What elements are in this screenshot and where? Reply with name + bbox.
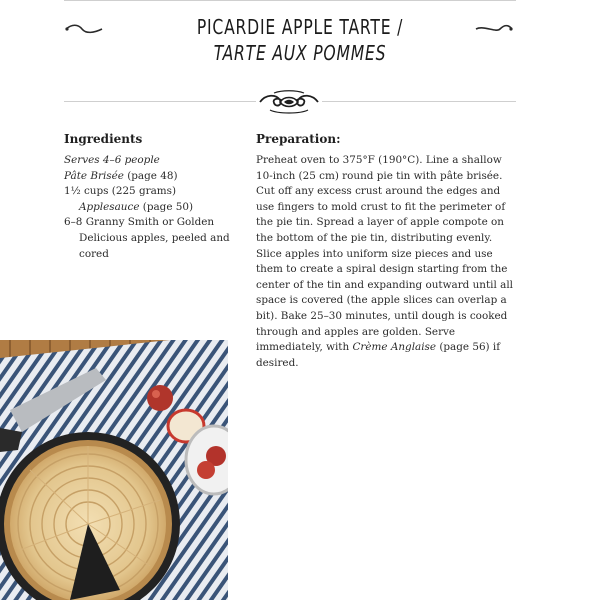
serves-line: Serves 4–6 people bbox=[64, 154, 160, 166]
title-line-1: PICARDIE APPLE TARTE / bbox=[196, 15, 404, 39]
ornament-flourish-icon bbox=[256, 88, 322, 116]
preparation-heading: Preparation: bbox=[256, 132, 341, 146]
creme-anglaise-name: Crème Anglaise bbox=[352, 341, 437, 354]
ingredients-heading: Ingredients bbox=[64, 132, 143, 146]
applesauce-qty: 1½ cups (225 grams) bbox=[64, 185, 177, 198]
divider-right bbox=[322, 101, 516, 102]
applesauce-page: (page 50) bbox=[142, 200, 194, 213]
title-line-2: TARTE AUX POMMES bbox=[213, 41, 387, 65]
top-rule bbox=[64, 0, 516, 1]
preparation-text: Preheat oven to 375°F (190°C). Line a shallow 10-inch (25 cm) round pie tin with pâte brisée. Cut off any excess crust around the edges and use fingers to mold crust to fit the perimeter of the pie tin. Spread a layer of apple compote on the bottom of the pie tin, distributing evenly. Slice apples into uniform size pieces and use them to create a spiral design starting from the center of the tin and expanding outward until all space is covered (the apple slices can overlap a bit). Bake 25–30 minutes, until dough is cooked through and apples are golden. Serve immediately, with bbox=[256, 154, 513, 354]
pate-brisee-name: Pâte Brisée bbox=[64, 169, 124, 182]
apple-tart-photo bbox=[0, 340, 228, 600]
preparation-text-end: (page 56) if desired. bbox=[256, 341, 501, 369]
applesauce-line bbox=[64, 184, 234, 215]
pate-brisee-line bbox=[64, 169, 234, 185]
apples-line: 6–8 Granny Smith or Golden Delicious apples, peeled and cored bbox=[64, 216, 230, 260]
preparation-body bbox=[256, 153, 518, 371]
applesauce-name: Applesauce bbox=[79, 200, 140, 213]
divider-left bbox=[64, 101, 256, 102]
photo-illustration bbox=[0, 340, 228, 600]
pate-brisee-page: (page 48) bbox=[127, 169, 178, 182]
preparation-section bbox=[256, 131, 518, 371]
ingredients-section bbox=[64, 131, 234, 262]
recipe-title bbox=[0, 14, 600, 66]
